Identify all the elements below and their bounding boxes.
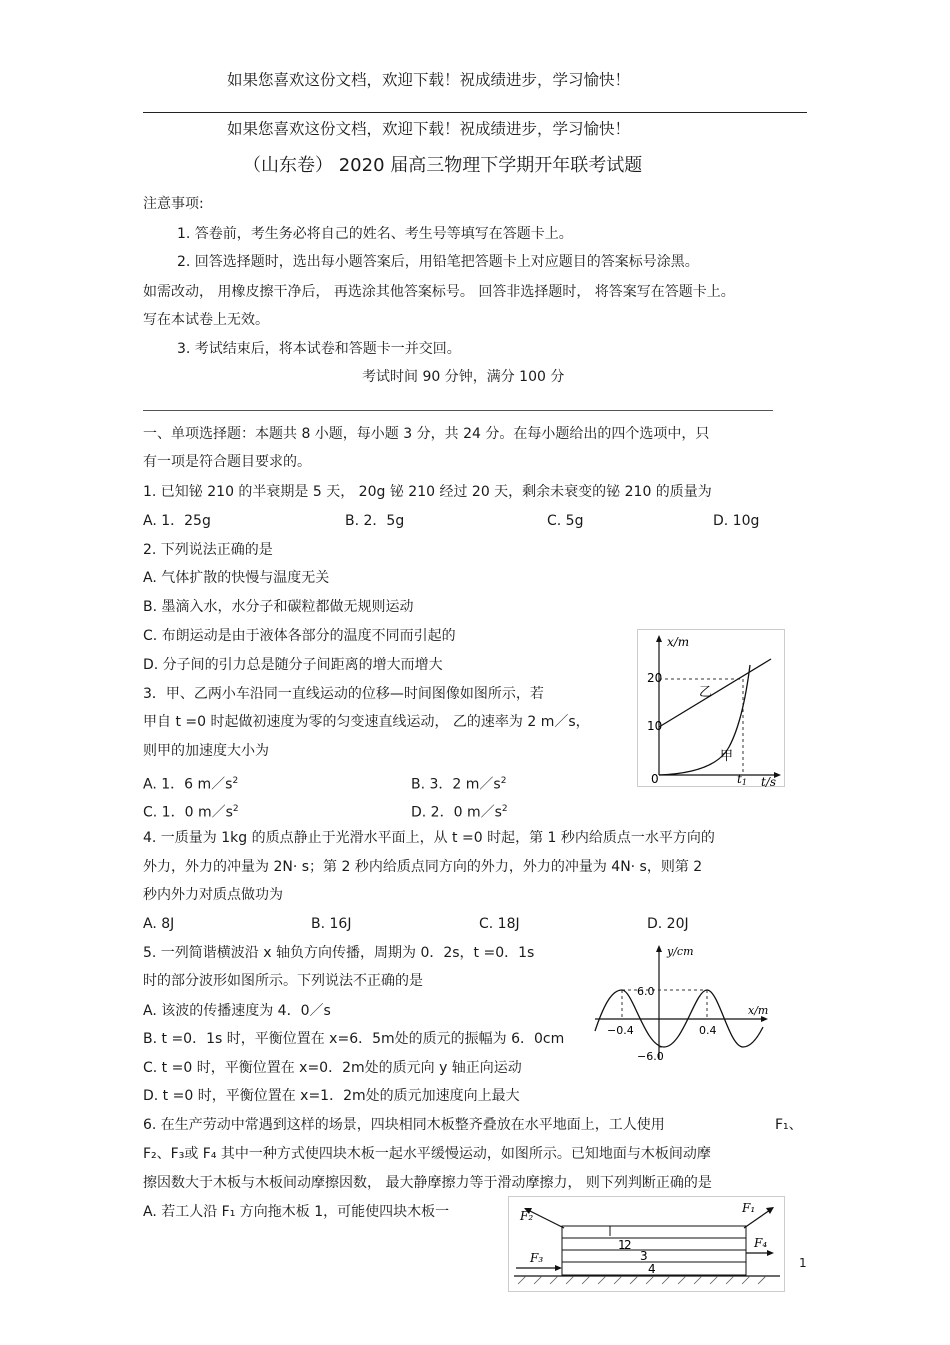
- q5-option-a: A. 该波的传播速度为 4．0／s: [143, 1003, 331, 1019]
- label-f4: F₄: [754, 1236, 768, 1250]
- q3-option-b-exp: 2: [500, 776, 507, 786]
- q6-stem-cont: F₂、F₃或 F₄ 其中一种方式使四块木板一起水平缓慢运动，如图所示。已知地面与木板间动摩: [143, 1146, 711, 1162]
- q6-stem-f1: F₁、: [775, 1117, 803, 1133]
- q3-stem: 3．甲、乙两小车沿同一直线运动的位移—时间图像如图所示，若: [143, 686, 544, 702]
- notice-item-3: 3. 考试结束后，将本试卷和答题卡一并交回。: [177, 341, 461, 357]
- q3-option-d: [411, 799, 508, 823]
- q3-option-c-exp: 2: [232, 804, 239, 814]
- q4-stem-cont: 外力，外力的冲量为 2N· s；第 2 秒内给质点同方向的外力，外力的冲量为 4N· s，则第 2: [143, 859, 703, 875]
- board-label-3: 3: [640, 1249, 648, 1263]
- q2-option-a: A. 气体扩散的快慢与温度无关: [143, 570, 330, 586]
- line-yi: [659, 659, 771, 727]
- q3-stem-cont: 甲自 t =0 时起做初速度为零的匀变速直线运动， 乙的速率为 2 m／s，: [143, 714, 590, 730]
- q3-option-d-text: D. 2．0 m／s: [411, 804, 502, 821]
- page-number: 1: [799, 1256, 807, 1270]
- tick-0.4: 0.4: [699, 1024, 717, 1037]
- q5-option-c: C. t =0 时，平衡位置在 x=0．2m处的质元向 y 轴正向运动: [143, 1060, 522, 1076]
- trough-label: −6.0: [637, 1050, 664, 1063]
- q5-wave-graph: [593, 939, 775, 1067]
- q1-stem: 1. 已知铋 210 的半衰期是 5 天， 20g 铋 210 经过 20 天，剩余未衰变的铋 210 的质量为: [143, 484, 712, 500]
- board-2: [562, 1238, 746, 1250]
- q1-option-c: C. 5g: [547, 513, 584, 529]
- q3-option-d-exp: 2: [501, 804, 508, 814]
- q4-option-a: A. 8J: [143, 916, 175, 932]
- q5-stem-cont: 时的部分波形如图所示。下列说法不正确的是: [143, 973, 423, 989]
- board-label-1: 1: [618, 1238, 626, 1252]
- q3-xt-graph: [637, 629, 785, 787]
- notice-item-2-cont: 如需改动， 用橡皮擦干净后， 再选涂其他答案标号。 回答非选择题时， 将答案写在答题卡上。: [143, 284, 735, 300]
- q6-stem-end: 擦因数大于木板与木板间动摩擦因数， 最大静摩擦力等于滑动摩擦力， 则下列判断正确的是: [143, 1175, 712, 1191]
- y-axis-arrow: [656, 635, 662, 642]
- t1-main: t: [737, 772, 742, 786]
- q3-option-a: [143, 771, 238, 795]
- y-axis-label: x/m: [667, 635, 690, 649]
- t1-sub: 1: [741, 778, 747, 787]
- curve-jia: [659, 665, 750, 775]
- q3-option-b-text: B. 3．2 m／s: [411, 776, 501, 793]
- q5-option-d: D. t =0 时，平衡位置在 x=1．2m处的质元加速度向上最大: [143, 1088, 520, 1104]
- label-f3: F₃: [530, 1251, 544, 1265]
- q5-option-b: B. t =0．1s 时，平衡位置在 x=6．5m处的质元的振幅为 6．0cm: [143, 1031, 565, 1047]
- origin-label: 0: [651, 772, 659, 786]
- ground-hatching: [518, 1276, 766, 1284]
- y-axis-label: y/cm: [667, 945, 694, 958]
- tick-10: 10: [647, 719, 663, 733]
- q2-option-c: C. 布朗运动是由于液体各部分的温度不同而引起的: [143, 628, 456, 644]
- q2-option-b: B. 墨滴入水，水分子和碳粒都做无规则运动: [143, 599, 414, 615]
- board-label-2: 2: [624, 1238, 632, 1252]
- q3-option-b: [411, 771, 506, 795]
- arrow-f3-head: [555, 1265, 562, 1271]
- tick-20: 20: [647, 671, 663, 685]
- page-title: （山东卷） 2020 届高三物理下学期开年联考试题: [243, 155, 643, 176]
- q2-stem: 2. 下列说法正确的是: [143, 542, 273, 558]
- q4-option-d: D. 20J: [647, 916, 689, 932]
- t1-label: [737, 772, 747, 787]
- x-axis-label: x/m: [748, 1004, 769, 1017]
- peak-label: 6.0: [637, 985, 655, 998]
- q6-boards-figure: [508, 1196, 785, 1292]
- q5-stem: 5. 一列简谐横波沿 x 轴负方向传播，周期为 0．2s，t =0．1s: [143, 945, 535, 961]
- q2-option-d: D. 分子间的引力总是随分子间距离的增大而增大: [143, 657, 443, 673]
- label-f2: F₂: [520, 1209, 534, 1223]
- label-f1: F₁: [742, 1201, 756, 1215]
- section-intro-cont: 有一项是符合题目要求的。: [143, 454, 311, 470]
- board-3: [562, 1250, 746, 1262]
- q1-option-a: A. 1．25g: [143, 513, 211, 529]
- arrow-f1-head: [766, 1207, 774, 1214]
- notice-heading: 注意事项:: [143, 196, 204, 212]
- q3-stem-end: 则甲的加速度大小为: [143, 743, 269, 759]
- q3-option-c-text: C. 1．0 m／s: [143, 804, 233, 821]
- notice-item-2-end: 写在本试卷上无效。: [143, 312, 269, 328]
- notice-item-2: 2. 回答选择题时，选出每小题答案后，用铅笔把答题卡上对应题目的答案标号涂黑。: [177, 254, 699, 270]
- tick-neg-0.4: −0.4: [607, 1024, 634, 1037]
- q1-option-b: B. 2．5g: [345, 513, 405, 529]
- q6-stem: 6. 在生产劳动中常遇到这样的场景，四块相同木板整齐叠放在水平地面上，工人使用: [143, 1117, 665, 1133]
- board-label-4: 4: [648, 1262, 656, 1276]
- q4-option-b: B. 16J: [311, 916, 352, 932]
- banner-repeat: 如果您喜欢这份文档，欢迎下载！祝成绩进步，学习愉快！: [227, 120, 631, 138]
- q3-option-a-exp: 2: [232, 776, 239, 786]
- exam-time: 考试时间 90 分钟，满分 100 分: [362, 369, 565, 385]
- board-1: [562, 1226, 746, 1238]
- q4-option-c: C. 18J: [479, 916, 520, 932]
- y-axis-arrow: [656, 945, 662, 952]
- header-banner: 如果您喜欢这份文档，欢迎下载！祝成绩进步，学习愉快！: [227, 71, 631, 89]
- header-divider: [143, 112, 807, 113]
- q3-option-a-text: A. 1．6 m／s: [143, 776, 233, 793]
- label-jia: 甲: [720, 749, 734, 764]
- label-yi: 乙: [699, 685, 713, 700]
- section-divider: [143, 410, 773, 411]
- section-intro: 一、单项选择题：本题共 8 小题，每小题 3 分，共 24 分。在每小题给出的四个选项中，只: [143, 426, 710, 442]
- arrow-f2: [528, 1210, 564, 1228]
- q4-stem-end: 秒内外力对质点做功为: [143, 887, 283, 903]
- q1-option-d: D. 10g: [713, 513, 760, 529]
- arrow-f4-head: [767, 1250, 774, 1256]
- x-axis-label: t/s: [761, 775, 777, 787]
- q4-stem: 4. 一质量为 1kg 的质点静止于光滑水平面上，从 t =0 时起，第 1 秒内给质点一水平方向的: [143, 830, 715, 846]
- notice-item-1: 1. 答卷前，考生务必将自己的姓名、考生号等填写在答题卡上。: [177, 226, 573, 242]
- q3-option-c: [143, 799, 239, 823]
- q6-option-a: A. 若工人沿 F₁ 方向拖木板 1，可能使四块木板一: [143, 1204, 450, 1220]
